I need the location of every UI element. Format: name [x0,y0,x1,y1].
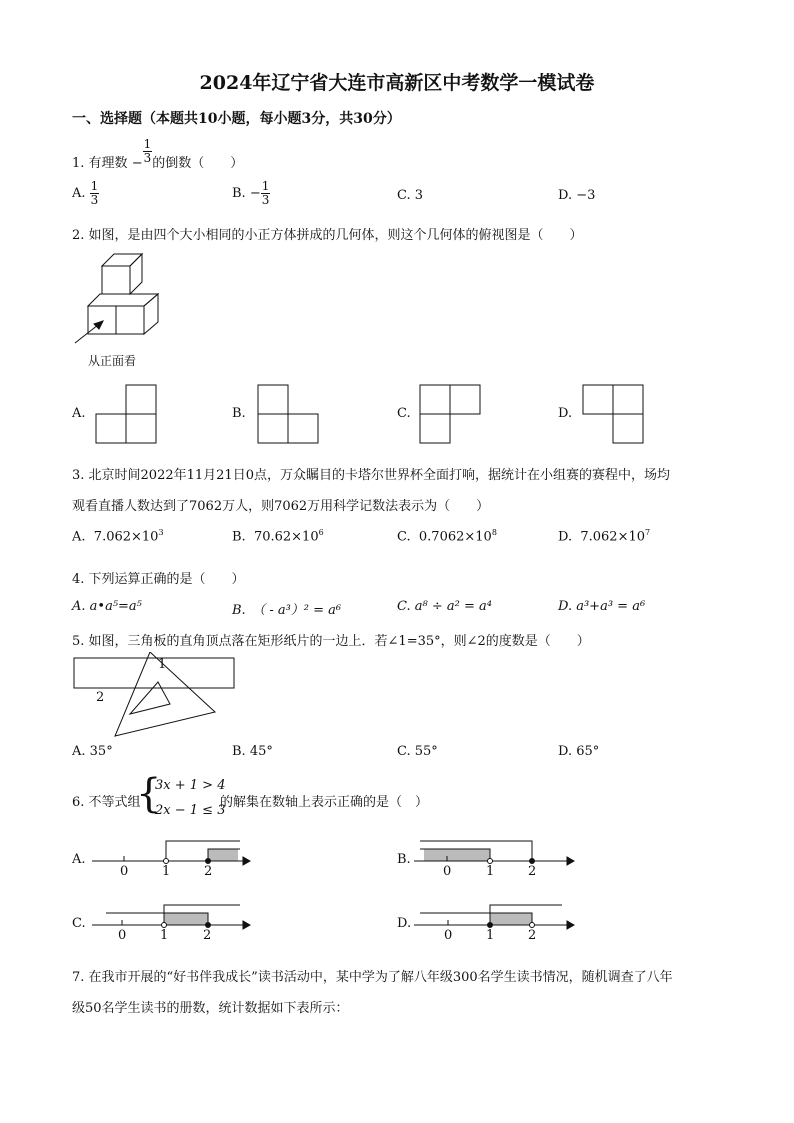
question-7-line-1: 7. 在我市开展的“好书伴我成长”读书活动中，某中学为了解八年级300名学生读书情况，随机调查了八年 [72,970,673,985]
q1-option-c: C. 3 [397,188,424,203]
q6-option-a-label: A. [72,852,86,867]
q3-option-b: B. $70.62\times 10^6$ [232,528,324,545]
q6-option-d-label: D. [397,916,412,931]
q1-option-b: B. − $\frac{1}{3}$ [232,179,270,207]
q6-c-tick-0: 0 [118,928,127,943]
q2-option-c-figure [419,384,483,446]
q2-option-a-label: A. [72,406,86,421]
q2-option-a-figure [95,384,159,446]
front-view-label: 从正面看 [88,354,137,368]
q6-b-tick-2: 2 [528,864,537,879]
q6-option-c-number-line [90,898,260,934]
question-4: 4. 下列运算正确的是（ ） [72,572,245,587]
q6-b-tick-0: 0 [443,864,452,879]
q6-b-tick-1: 1 [486,864,495,879]
q6-a-tick-1: 1 [162,864,171,879]
q6-option-b-number-line [410,834,580,870]
cube-figure [70,248,170,348]
section-heading: 一、选择题（本题共10小题，每小题3分，共30分） [72,111,401,127]
question-7-line-2: 级50名学生读书的册数，统计数据如下表所示： [72,1001,349,1016]
q5-option-d: D. 65° [558,744,600,759]
angle-2-label: 2 [96,690,105,705]
q6-option-c-label: C. [72,916,86,931]
question-5: 5. 如图，三角板的直角顶点落在矩形纸片的一边上．若∠1=35°，则∠2的度数是（ ） [72,634,590,649]
q4-option-c: C. a⁸ ÷ a² = a⁴ [397,599,492,614]
q3-option-c: C. $0.7062\times 10^8$ [397,528,497,545]
q6-d-tick-2: 2 [528,928,537,943]
q1-text: 1. 有理数 [72,156,128,171]
q6-a-tick-2: 2 [204,864,213,879]
question-2: 2. 如图，是由四个大小相同的小正方体拼成的几何体，则这个几何体的俯视图是（ ） [72,228,583,243]
question-3-line-1: 3. 北京时间2022年11月21日0点，万众瞩目的卡塔尔世界杯全面打响，据统计在小组赛的赛程中，场均 [72,468,670,483]
q6-option-a-number-line [90,834,260,870]
inequality-1: 3x + 1 > 4 [155,778,226,793]
inequality-2: 2x − 1 ≤ 3 [155,803,226,818]
q1-fraction: $\frac{1}{3}$ [143,137,152,165]
q5-option-a: A. 35° [72,744,113,759]
q3-option-d: D. $7.062\times 10^7$ [558,528,651,545]
q6-c-tick-1: 1 [160,928,169,943]
q6-option-b-label: B. [397,852,411,867]
q1-option-a: A. $\frac{1}{3}$ [72,179,99,207]
angle-1-label: 1 [158,657,167,672]
q6-d-tick-0: 0 [444,928,453,943]
q5-option-c: C. 55° [397,744,438,759]
q2-option-d-label: D. [558,406,573,421]
q1-neg: − [131,156,143,171]
q1-option-d: D. −3 [558,188,596,203]
inequality-brace: { [136,771,162,817]
q6-c-tick-2: 2 [203,928,212,943]
q2-option-b-label: B. [232,406,246,421]
q3-option-a: A. $7.062\times 10^3$ [72,528,164,545]
q2-option-b-figure [257,384,321,446]
q5-option-b: B. 45° [232,744,273,759]
q6-option-d-number-line [410,898,580,934]
q6-a-tick-0: 0 [120,864,129,879]
q6-d-tick-1: 1 [486,928,495,943]
question-3-line-2: 观看直播人数达到了7062万人，则7062万用科学记数法表示为（ ） [72,499,490,514]
question-6-post: 的解集在数轴上表示正确的是（ ） [220,795,429,810]
q4-option-b: B. （ - a³）² = a⁶ [232,603,342,618]
q1-text-post: 的倒数（ ） [152,156,244,171]
question-6-pre: 6. 不等式组 [72,795,141,810]
q2-option-d-figure [582,384,646,446]
question-1 [72,137,244,177]
q4-option-d: D. a³+a³ = a⁶ [558,599,646,614]
q4-option-a: A. a•a⁵=a⁵ [72,599,142,614]
q2-option-c-label: C. [397,406,411,421]
page-title: 2024年辽宁省大连市高新区中考数学一模试卷 [199,72,595,94]
